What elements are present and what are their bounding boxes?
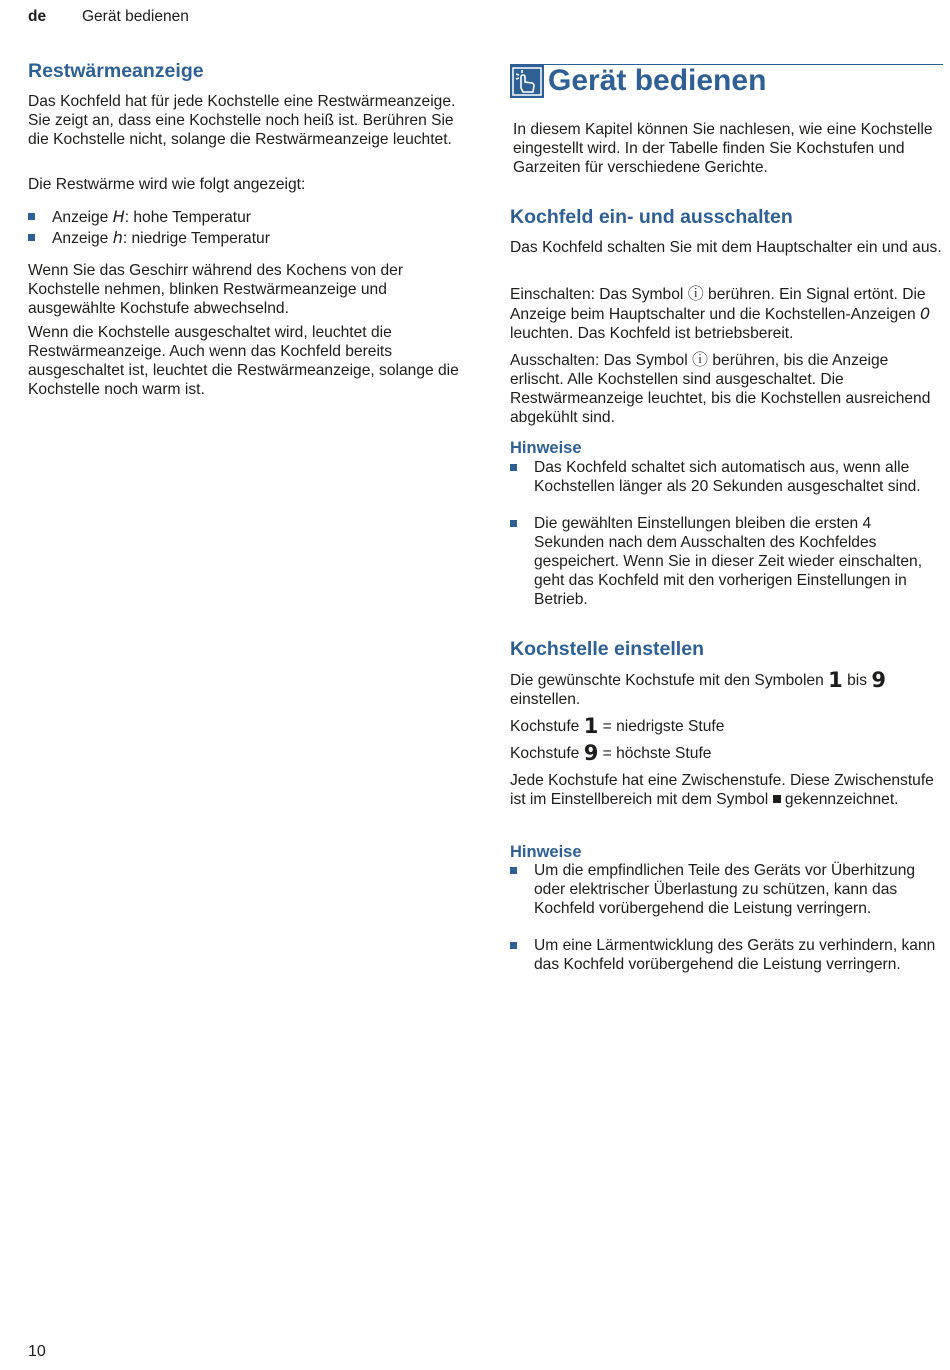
display-symbol-high: H	[112, 207, 125, 226]
display-symbol-zero: 0	[920, 304, 931, 323]
square-bullet-icon	[28, 213, 35, 220]
square-bullet-icon	[510, 520, 517, 527]
paragraph-ausschalten	[510, 350, 942, 427]
text: Die gewünschte Kochstufe mit den Symbolen	[510, 672, 829, 689]
note-text: Das Kochfeld schaltet sich automatisch aus, wenn alle Kochstellen länger als 20 Sekunden ausgeschaltet sind.	[534, 459, 921, 495]
running-header	[28, 7, 189, 26]
square-bullet-icon	[28, 234, 35, 241]
text: gekennzeichnet.	[780, 791, 899, 808]
section-title-kochstelle: Kochstelle einstellen	[510, 638, 704, 660]
paragraph: Das Kochfeld hat für jede Kochstelle eine Restwärmeanzeige. Sie zeigt an, dass eine Kochstelle noch heiß ist. Berühren Sie die Kochstelle nicht, solange die Restwärmeanzeige leuchtet.	[28, 93, 456, 148]
text: = höchste Stufe	[598, 745, 712, 762]
paragraph	[510, 668, 942, 709]
intermediate-level-square-icon	[773, 795, 781, 803]
paragraph	[510, 771, 942, 809]
list-item-text: Anzeige	[52, 209, 113, 226]
list-item	[510, 458, 942, 496]
notes-title: Hinweise	[510, 439, 582, 457]
text: Einschalten: Das Symbol	[510, 286, 688, 303]
note-text: Um eine Lärmentwicklung des Geräts zu verhindern, kann das Kochfeld vorübergehend die Leistung verringern.	[534, 937, 936, 973]
text: Kochstufe	[510, 718, 584, 735]
section-title-ein-aus: Kochfeld ein- und ausschalten	[510, 206, 793, 228]
power-icon: ⓘ	[687, 284, 704, 303]
paragraph: Die Restwärme wird wie folgt angezeigt:	[28, 176, 306, 193]
text: leuchten. Das Kochfeld ist betriebsbereit.	[510, 325, 794, 342]
list-item-text: Anzeige	[52, 230, 113, 247]
language-code: de	[28, 8, 47, 25]
running-section-title: Gerät bedienen	[82, 8, 189, 25]
page-number: 10	[28, 1343, 46, 1360]
digit-one-symbol: 1	[583, 714, 599, 738]
digit-nine-symbol: 9	[583, 741, 599, 765]
paragraph-einschalten	[510, 284, 942, 343]
text: Jede Kochstufe hat eine Zwischenstufe. Diese Zwischenstufe ist im Einstellbereich mit dem Symbol	[510, 772, 934, 808]
list-item	[28, 207, 468, 227]
paragraph	[510, 741, 942, 765]
digit-nine-symbol: 9	[871, 668, 886, 692]
text: einstellen.	[510, 691, 581, 708]
square-bullet-icon	[510, 867, 517, 874]
chapter-intro: In diesem Kapitel können Sie nachlesen, wie eine Kochstelle eingestellt wird. In der Tabelle finden Sie Kochstufen und Garzeiten für verschiedene Gerichte.	[513, 121, 933, 176]
text: berühren, bis die Anzeige erlischt. Alle Kochstellen sind ausgeschaltet. Die Restwärmeanzeige leuchtet, bis die Kochstellen ausreichend abgekühlt sind.	[510, 352, 931, 426]
list-item	[510, 861, 942, 918]
notes-title: Hinweise	[510, 843, 582, 861]
text: Ausschalten: Das Symbol	[510, 352, 693, 369]
paragraph: Wenn die Kochstelle ausgeschaltet wird, leuchtet die Restwärmeanzeige. Auch wenn das Kochfeld bereits ausgeschaltet ist, leuchtet die Restwärmeanzeige, solange die Kochstelle noch warm ist.	[28, 324, 459, 398]
digit-one-symbol: 1	[828, 668, 843, 692]
text: = niedrigste Stufe	[598, 718, 725, 735]
list-item-text: : niedrige Temperatur	[122, 230, 270, 247]
paragraph	[510, 714, 942, 738]
chapter-heading	[510, 64, 943, 101]
text: bis	[842, 672, 872, 689]
paragraph: Wenn Sie das Geschirr während des Kochens von der Kochstelle nehmen, blinken Restwärmeanzeige und ausgewählte Kochstufe abwechselnd.	[28, 262, 404, 317]
text: Kochstufe	[510, 745, 584, 762]
list-item	[510, 936, 942, 974]
hand-touch-icon	[510, 65, 544, 98]
note-text: Die gewählten Einstellungen bleiben die ersten 4 Sekunden nach dem Ausschalten des Kochfeldes gespeichert. Wenn Sie in dieser Zeit wieder einschalten, geht das Kochfeld mit den vorherigen Einstellungen in Betrieb.	[534, 515, 923, 608]
note-text: Um die empfindlichen Teile des Geräts vor Überhitzung oder elektrischer Überlastung zu schützen, kann das Kochfeld vorübergehend die Leistung verringern.	[534, 862, 916, 917]
list-item	[510, 514, 942, 609]
section-title-restwaerme: Restwärmeanzeige	[28, 60, 204, 82]
list-item	[28, 228, 468, 248]
list-item-text: : hohe Temperatur	[124, 209, 251, 226]
display-symbol-low: h	[112, 228, 123, 247]
square-bullet-icon	[510, 464, 517, 471]
power-icon: ⓘ	[692, 350, 709, 369]
chapter-title: Gerät bedienen	[548, 64, 767, 97]
paragraph: Das Kochfeld schalten Sie mit dem Hauptschalter ein und aus.	[510, 239, 942, 256]
square-bullet-icon	[510, 942, 517, 949]
text: berühren. Ein Signal ertönt. Die Anzeige beim Hauptschalter und die Kochstellen-Anzeigen	[510, 286, 926, 323]
